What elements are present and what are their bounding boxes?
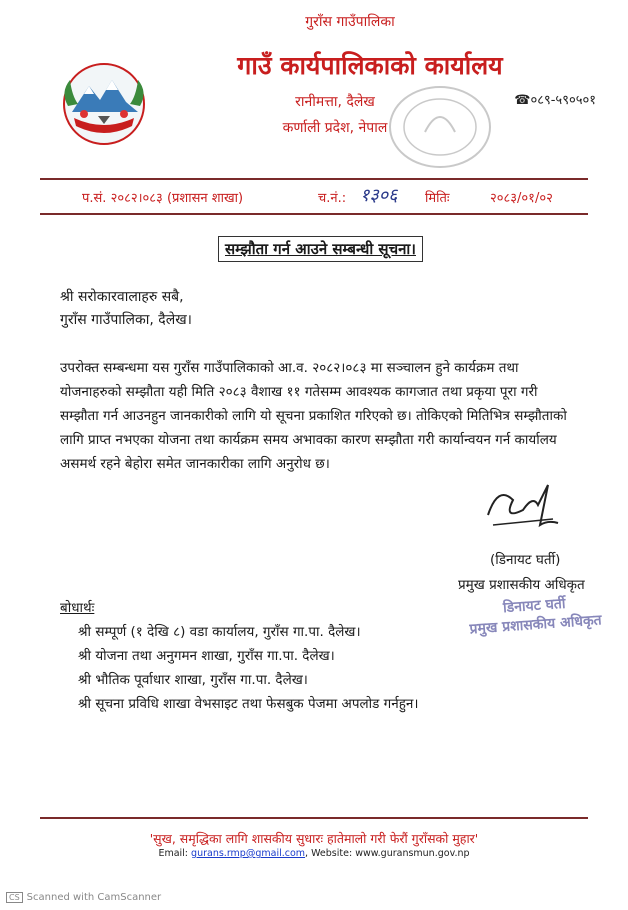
municipality-name: गुराँस गाउँपालिका [305, 14, 395, 30]
cc-heading: बोधार्थः [60, 600, 95, 616]
signatory-role: प्रमुख प्रशासकीय अधिकृत [458, 577, 585, 593]
body-line: योजनाहरुको सम्झौता यही मिति २०८३ वैशाख ११ गतेसम्म आवश्यक कागजात तथा प्रकृया पूरा गरी [60, 384, 538, 400]
date-value: २०८३/०१/०२ [490, 191, 553, 206]
website-link[interactable]: www.guransmun.gov.np [355, 848, 470, 859]
notice-title: सम्झौता गर्न आउने सम्बन्धी सूचना। [218, 236, 423, 262]
address-line-1: रानीमत्ता, दैलेख [295, 94, 375, 110]
notice-body [60, 356, 580, 476]
website-label: , Website: [305, 848, 353, 859]
header-rule-top [40, 178, 588, 180]
handwritten-signature [478, 475, 568, 535]
name-stamp [459, 592, 611, 640]
body-line: असमर्थ रहने बेहोरा समेत जानकारीका लागि अनुरोध छ। [60, 456, 330, 472]
email-label: Email: [158, 848, 189, 859]
phone-number: ☎०८९-५९०५०१ [514, 93, 596, 108]
footer-contact [0, 848, 628, 859]
email-link[interactable]: gurans.rmp@gmail.com [191, 848, 306, 859]
cc-item: श्री सूचना प्रविधि शाखा वेभसाइट तथा फेसबुक पेजमा अपलोड गर्नहुन। [78, 696, 419, 712]
body-line: उपरोक्त सम्बन्धमा यस गुराँस गाउँपालिकाको आ.व. २०८२।०८३ मा सञ्चालन हुने कार्यक्रम तथा [60, 360, 519, 376]
scanner-watermark [6, 892, 161, 903]
nepal-emblem-icon [54, 52, 154, 152]
reference-number: प.सं. २०८२।०८३ (प्रशासन शाखा) [82, 191, 244, 206]
name-stamp-line: डिनायट घर्ती [502, 595, 567, 617]
cc-item: श्री सम्पूर्ण (१ देखि ८) वडा कार्यालय, गुराँस गा.पा. दैलेख। [78, 624, 361, 640]
header-rule-bottom [40, 213, 588, 215]
body-line: लागि प्राप्त नभएका योजना तथा कार्यक्रम समय अभावका कारण सम्झौता गरी कार्यान्वयन गर्न कार्यालय [60, 432, 557, 448]
footer-slogan: 'सुख, समृद्धिका लागि शासकीय सुधारः हातेमालो गरी फेरौं गुराँसको मुहार' [149, 831, 479, 846]
addressee-line-2: गुराँस गाउँपालिका, दैलेख। [60, 312, 192, 328]
signatory-name: (डिनायट घर्ती) [490, 552, 561, 568]
cc-item: श्री भौतिक पूर्वाधार शाखा, गुराँस गा.पा. दैलेख। [78, 672, 308, 688]
chalani-label: च.नं.: [318, 191, 347, 206]
cc-item: श्री योजना तथा अनुगमन शाखा, गुराँस गा.पा. दैलेख। [78, 648, 335, 664]
chalani-number: १३०६ [360, 185, 398, 206]
scanner-text: Scanned with CamScanner [26, 892, 162, 903]
date-label: मितिः [425, 191, 450, 206]
footer-rule [40, 817, 588, 819]
name-stamp-line: प्रमुख प्रशासकीय अधिकृत [469, 612, 603, 638]
addressee-line-1: श्री सरोकारवालाहरु सबै, [60, 289, 184, 305]
address-line-2: कर्णाली प्रदेश, नेपाल [282, 120, 388, 136]
body-line: सम्झौता गर्न आउनहुन जानकारीको लागि यो सूचना प्रकाशित गरिएको छ। तोकिएको मितिभित्र सम्झौताको [60, 408, 567, 424]
office-title: गाउँ कार्यपालिकाको कार्यालय [237, 51, 503, 80]
camscanner-icon: CS [6, 892, 23, 903]
